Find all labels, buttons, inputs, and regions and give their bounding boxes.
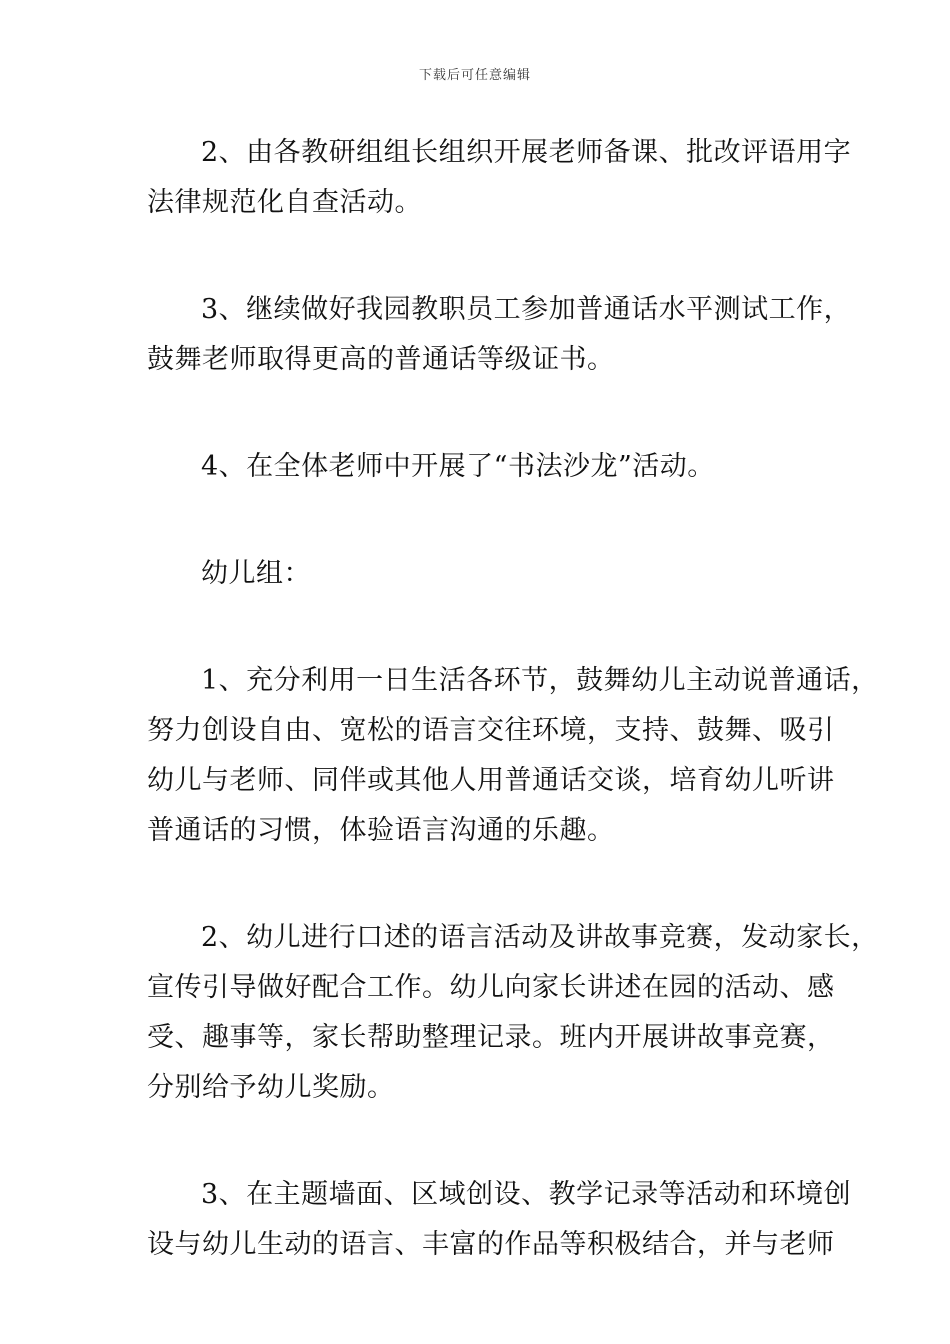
paragraph-7 xyxy=(147,1170,852,1270)
paragraph-line: 2、由各教研组组长组织开展老师备课、批改评语用字 xyxy=(201,137,852,168)
paragraph-line: 2、幼儿进行口述的语言活动及讲故事竞赛，发动家长， xyxy=(201,922,879,953)
paragraph-2 xyxy=(147,285,852,385)
document-body xyxy=(147,128,879,1327)
page-header: 下载后可任意编辑 xyxy=(418,68,531,83)
paragraph-line: 法律规范化自查活动。 xyxy=(147,187,422,218)
paragraph-line: 4、在全体老师中开展了“书法沙龙”活动。 xyxy=(201,451,715,482)
paragraph-line: 努力创设自由、宽松的语言交往环境，支持、鼓舞、吸引 xyxy=(147,715,835,746)
paragraph-line: 3、在主题墙面、区域创设、教学记录等活动和环境创 xyxy=(201,1179,852,1210)
paragraph-line: 3、继续做好我园教职员工参加普通话水平测试工作， xyxy=(201,294,852,325)
section-heading-children xyxy=(147,549,827,599)
paragraph-line: 幼儿组： xyxy=(201,558,311,589)
paragraph-line: 普通话的习惯，体验语言沟通的乐趣。 xyxy=(147,815,615,846)
paragraph-line: 1、充分利用一日生活各环节，鼓舞幼儿主动说普通话， xyxy=(201,665,879,696)
paragraph-line: 幼儿与老师、同伴或其他人用普通话交谈，培育幼儿听讲 xyxy=(147,765,835,796)
paragraph-line: 鼓舞老师取得更高的普通话等级证书。 xyxy=(147,344,615,375)
paragraph-3 xyxy=(147,442,827,492)
paragraph-5 xyxy=(147,656,879,856)
paragraph-line: 宣传引导做好配合工作。幼儿向家长讲述在园的活动、感 xyxy=(147,972,835,1003)
paragraph-line: 分别给予幼儿奖励。 xyxy=(147,1072,395,1103)
paragraph-line: 设与幼儿生动的语言、丰富的作品等积极结合，并与老师 xyxy=(147,1229,835,1260)
paragraph-line: 受、趣事等，家长帮助整理记录。班内开展讲故事竞赛， xyxy=(147,1022,835,1053)
paragraph-1 xyxy=(147,128,852,228)
paragraph-6 xyxy=(147,913,879,1113)
